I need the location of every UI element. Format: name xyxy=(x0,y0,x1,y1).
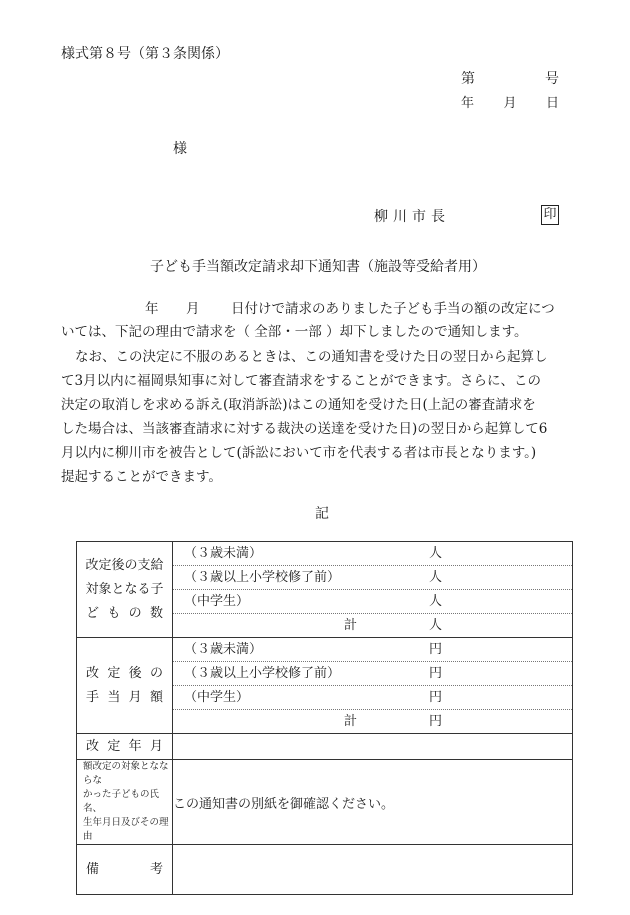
date-year: 年 xyxy=(461,96,475,111)
table-total-row: 計 円 xyxy=(344,714,443,729)
children-count-label: 改定後の支給 対象となる子 ど も の 数 xyxy=(77,542,173,638)
remarks-value xyxy=(173,845,573,895)
excluded-children-row xyxy=(77,760,573,845)
allowance-row xyxy=(77,638,573,734)
body-line-4: て3月以内に福岡県知事に対して審査請求をすることができます。さらに、この xyxy=(61,373,542,389)
doc-no-suffix: 号 xyxy=(545,71,559,87)
body-month: 月 xyxy=(186,301,200,317)
date-day: 日 xyxy=(545,96,559,111)
date-month: 月 xyxy=(503,96,517,111)
allowance-values xyxy=(173,638,573,734)
table-row: （中学生） 円 xyxy=(173,686,572,710)
allowance-label: 改 定 後 の 手 当 月 額 xyxy=(77,638,173,734)
table-row: （３歳以上小学校修了前） 円 xyxy=(173,662,572,686)
revision-date-row xyxy=(77,734,573,760)
body-line-1-rest: 日付けで請求のありました子ども手当の額の改定につ xyxy=(231,301,555,317)
issuer-row xyxy=(374,206,450,226)
body-line-3: なお、この決定に不服のあるときは、この通知書を受けた日の翌日から起算し xyxy=(75,349,548,365)
doc-no-prefix: 第 xyxy=(461,71,475,87)
table-row: （３歳未満） 円 xyxy=(173,638,572,662)
ki-heading: 記 xyxy=(315,506,329,522)
body-line-5: 決定の取消しを求める訴え(取消訴訟)はこの通知を受けた日(上記の審査請求を xyxy=(61,397,536,413)
body-line-2: いては、下記の理由で請求を（ 全部・一部 ）却下しましたので通知します。 xyxy=(61,324,528,340)
seal-stamp: 印 xyxy=(541,205,559,225)
issuer-name: 柳川市長 xyxy=(374,209,450,225)
table-row: （３歳未満） 人 xyxy=(173,542,572,566)
excluded-children-value: この通知書の別紙を御確認ください。 xyxy=(173,760,573,845)
document-number-row xyxy=(461,68,559,88)
details-table xyxy=(76,541,573,895)
body-line-6: した場合は、当該審査請求に対する裁決の送達を受けた日)の翌日から起算して6 xyxy=(61,421,548,437)
excluded-children-label: 額改定の対象となならな かった子どもの氏名、 生年月日及びその理由 xyxy=(77,760,173,845)
children-count-values xyxy=(173,542,573,638)
revision-date-value xyxy=(173,734,573,760)
body-year: 年 xyxy=(145,301,159,317)
document-title: 子ども手当額改定請求却下通知書（施設等受給者用） xyxy=(150,259,486,275)
remarks-row xyxy=(77,845,573,895)
remarks-label: 備 考 xyxy=(77,845,173,895)
body-line-8: 提起することができます。 xyxy=(61,469,222,485)
table-row: （３歳以上小学校修了前） 人 xyxy=(173,566,572,590)
table-total-row: 計 人 xyxy=(344,618,443,633)
issue-date-row xyxy=(461,92,559,111)
children-count-row xyxy=(77,542,573,638)
revision-date-label: 改 定 年 月 xyxy=(77,734,173,760)
form-number: 様式第８号（第３条関係） xyxy=(61,46,229,62)
body-line-7: 月以内に柳川市を被告として(訴訟において市を代表する者は市長となります。) xyxy=(61,445,537,461)
table-row: （中学生） 人 xyxy=(173,590,572,614)
recipient-honorific: 様 xyxy=(173,141,187,157)
